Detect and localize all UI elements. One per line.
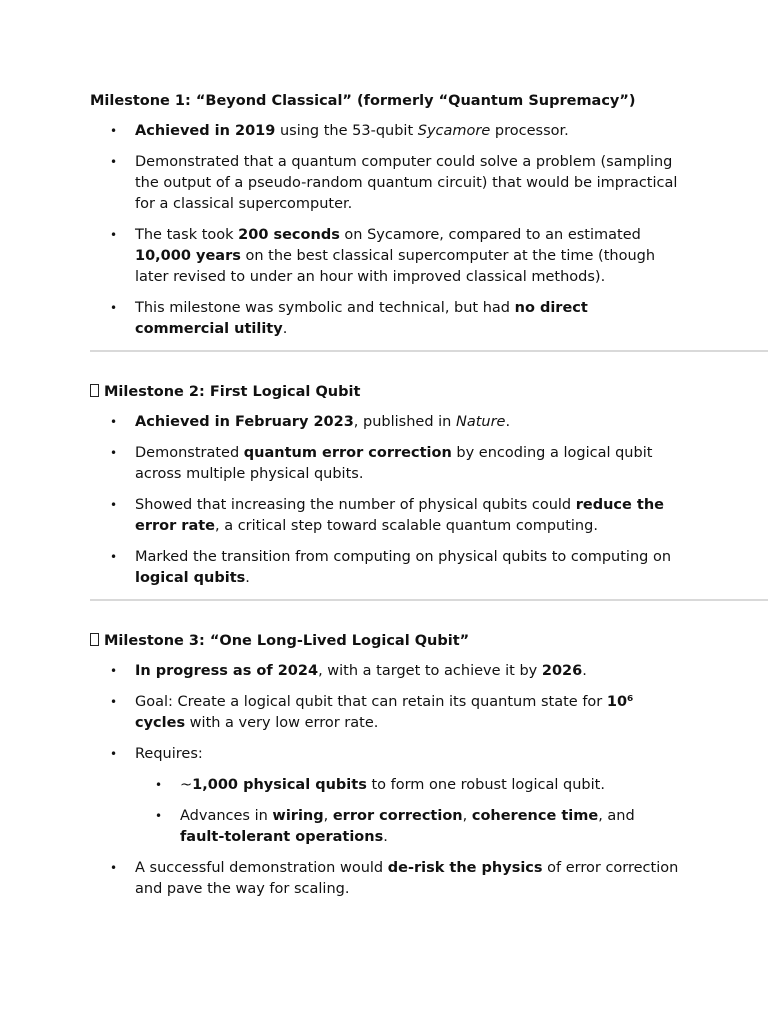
list-item: • This milestone was symbolic and technical, but had no direct commercial utility.	[90, 298, 680, 340]
missing-glyph-icon	[90, 384, 99, 397]
list-item: • In progress as of 2024, with a target to achieve it by 2026.	[90, 661, 680, 682]
requirements-sublist	[135, 775, 680, 848]
sub-list-item: • ~1,000 physical qubits to form one robust logical qubit.	[135, 775, 680, 796]
list-item: • Demonstrated quantum error correction by encoding a logical qubit across multiple physical qubits.	[90, 443, 680, 485]
list-item: • Achieved in February 2023, published in Nature.	[90, 412, 680, 433]
milestone-2-heading	[90, 382, 768, 403]
list-item: • Marked the transition from computing on physical qubits to computing on logical qubits.	[90, 547, 680, 589]
sub-list-item: • Advances in wiring, error correction, coherence time, and fault-tolerant operations.	[135, 806, 680, 848]
list-item: • Achieved in 2019 using the 53-qubit Sycamore processor.	[90, 121, 680, 142]
list-item: • Goal: Create a logical qubit that can retain its quantum state for 10⁶ cycles with a very low error rate.	[90, 692, 680, 734]
list-item: • The task took 200 seconds on Sycamore, compared to an estimated 10,000 years on the best classical supercomputer at the time (though later revised to under an hour with improved classical methods).	[90, 225, 680, 288]
list-item: • Showed that increasing the number of physical qubits could reduce the error rate, a critical step toward scalable quantum computing.	[90, 495, 680, 537]
milestone-1-title: Milestone 1: “Beyond Classical” (formerly “Quantum Supremacy”)	[90, 93, 636, 109]
milestone-1-heading	[90, 91, 768, 112]
section-divider	[90, 350, 768, 352]
milestone-3-heading	[90, 631, 768, 652]
list-item: • Demonstrated that a quantum computer could solve a problem (sampling the output of a pseudo-random quantum circuit) that would be impractical for a classical supercomputer.	[90, 152, 680, 215]
section-divider	[90, 599, 768, 601]
list-item: • Requires: • ~1,000 physical qubits to form one robust logical qubit. • Advances in wiring, error correction, coherence time, and fault-tolerant operations.	[90, 744, 680, 848]
milestone-3-list	[90, 661, 680, 900]
missing-glyph-icon	[90, 633, 99, 646]
document-body	[90, 91, 768, 910]
list-item: • A successful demonstration would de-risk the physics of error correction and pave the way for scaling.	[90, 858, 680, 900]
milestone-2-list	[90, 412, 680, 589]
milestone-3-title: Milestone 3: “One Long-Lived Logical Qubit”	[104, 633, 470, 649]
milestone-2-title: Milestone 2: First Logical Qubit	[104, 384, 361, 400]
milestone-1-list	[90, 121, 680, 340]
